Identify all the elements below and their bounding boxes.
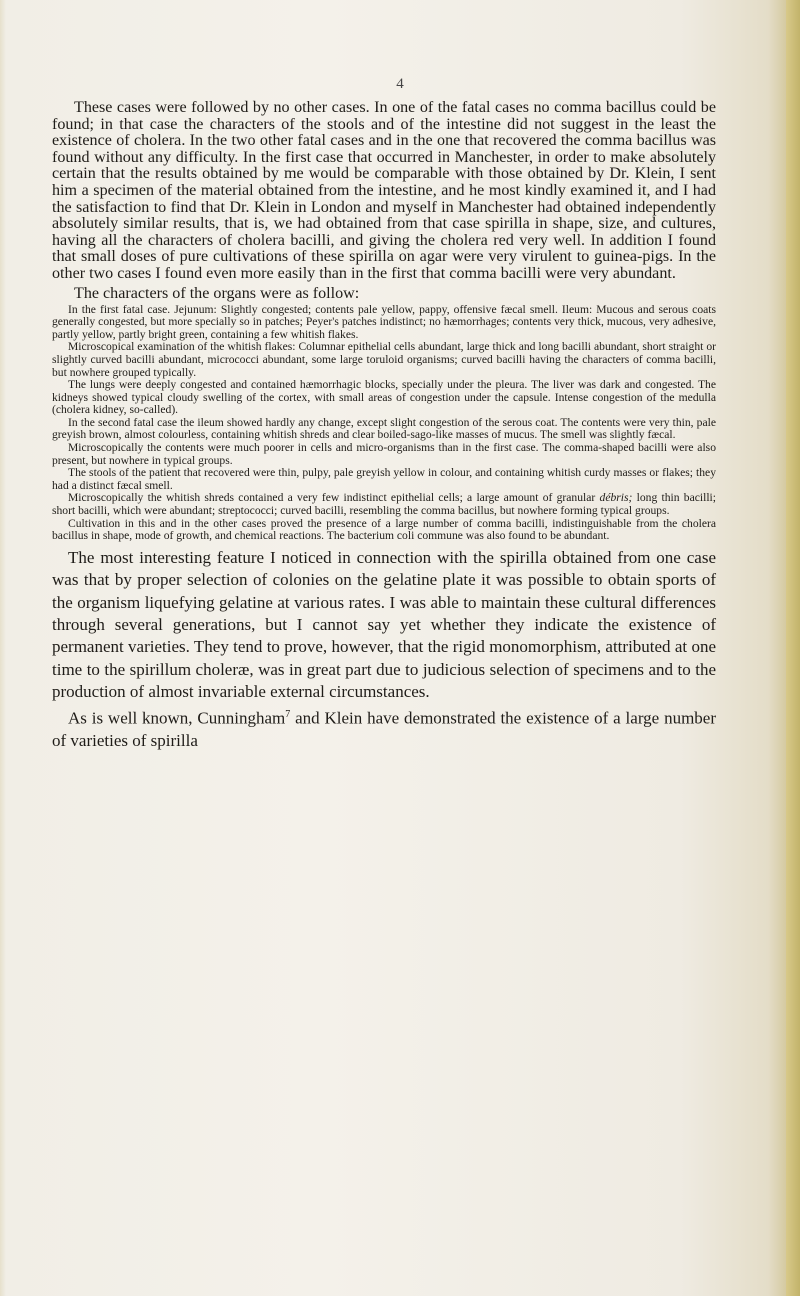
paragraph-interesting-feature: The most interesting feature I noticed in connection with the spirilla obtained from one case was that by proper selection of colonies on the gelatine plate it was possible to obtain sports of the organism liquefying gelatine at various rates. I was able to maintain these cultural differences through several generations, but I cannot say yet whether they indicate the existence of permanent varieties. They tend to prove, however, that the rigid monomorphism, attributed at one time to the spirillum choleræ, was in great part due to judicious selection of specimens and to the production of almost invariable external circumstances.: [52, 547, 716, 702]
paragraph-first-fatal-case: In the first fatal case. Jejunum: Slightly congested; contents pale yellow, pappy, offensive fæcal smell. Ileum: Mucous and serous coats generally congested, but more specially so in patches; Peyer's patches indistinct; no hæmorrhages; contents very thick, mucous, very adhesive, partly yellow, partly bright green, containing a few whitish flakes.: [52, 302, 716, 341]
paragraph-lungs-liver-kidneys: The lungs were deeply congested and contained hæmorrhagic blocks, specially under the pleura. The liver was dark and congested. The kidneys showed typical cloudy swelling of the cortex, with small areas of congestion under the capsule. Intense congestion of the medulla (cholera kidney, so-called).: [52, 378, 716, 417]
paragraph-microscopic-shreds: [52, 492, 716, 517]
paragraph-second-fatal-case: In the second fatal case the ileum showed hardly any change, except slight congestion of the serous coat. The contents were very thin, pale greyish brown, almost colourless, containing whitish shreds and clear boiled-sago-like masses of mucus. The smell was slightly fæcal.: [52, 415, 716, 442]
paragraph-varieties: [52, 704, 716, 752]
paragraph-cultivation: Cultivation in this and in the other cases proved the presence of a large number of comma bacilli, indistinguishable from the cholera bacillus in shape, mode of growth, and chemical reactions. The bacterium coli commune was also found to be abundant.: [52, 516, 716, 543]
body-text: [52, 100, 716, 752]
paragraph-cases: These cases were followed by no other cases. In one of the fatal cases no comma bacillus could be found; in that case the characters of the stools and of the intestine did not suggest in the least the existence of cholera. In the two other fatal cases and in the one that recovered the comma bacillus was found without any difficulty. In the first case that occurred in Manchester, in order to make absolutely certain that the results obtained by me would be comparable with those obtained by Dr. Klein, I sent him a specimen of the material obtained from the intestine, and he most kindly examined it, and I had the satisfaction to find that Dr. Klein in London and myself in Manchester had obtained independently absolutely similar results, that is, we had obtained from that case spirilla in shape, size, and cultures, having all the characters of cholera bacilli, and giving the cholera red very well. In addition I found that small doses of pure cultivations of these spirilla on agar were very virulent to guinea-pigs. In the other two cases I found even more easily than in the first that comma bacilli were very abundant.: [52, 99, 716, 282]
shreds-text-rest: long thin bacilli; short bacilli, which were abundant; streptococci; curved bacilli, resembling the comma bacillus, but nowhere forming typical groups.: [52, 491, 716, 518]
paragraph-organs-intro: The characters of the organs were as follow:: [74, 284, 360, 302]
page-number: 4: [396, 76, 404, 92]
paragraph-stools-recovered: The stools of the patient that recovered were thin, pulpy, pale greyish yellow in colour, and containing whitish curdy masses or flakes; they had a distinct fæcal smell.: [52, 466, 716, 492]
debris-italic: débris;: [599, 491, 633, 505]
paragraph-microscopic-contents: Microscopically the contents were much poorer in cells and micro-organisms than in the first case. The comma-shaped bacilli were also present, but nowhere in typical groups.: [52, 441, 716, 467]
varieties-text: As is well known, Cunningham: [68, 708, 286, 728]
varieties-text-rest: and Klein have demonstrated the existence of a large number of varieties of spirilla: [52, 708, 717, 750]
page-edge: [786, 0, 800, 1296]
page-gutter: [0, 0, 6, 1296]
paragraph-microscopical-flakes: Microscopical examination of the whitish flakes: Columnar epithelial cells abundant, large thick and long bacilli abundant, short straight or slightly curved bacilli abundant, micrococci abundant, some large toruloid organisms; curved bacilli having the characters of comma bacilli, but nowhere grouped typically.: [52, 340, 716, 379]
footnote-ref: 7: [285, 708, 291, 720]
shreds-text: Microscopically the whitish shreds contained a very few indistinct epithelial cells; a large amount of granular: [68, 491, 600, 505]
